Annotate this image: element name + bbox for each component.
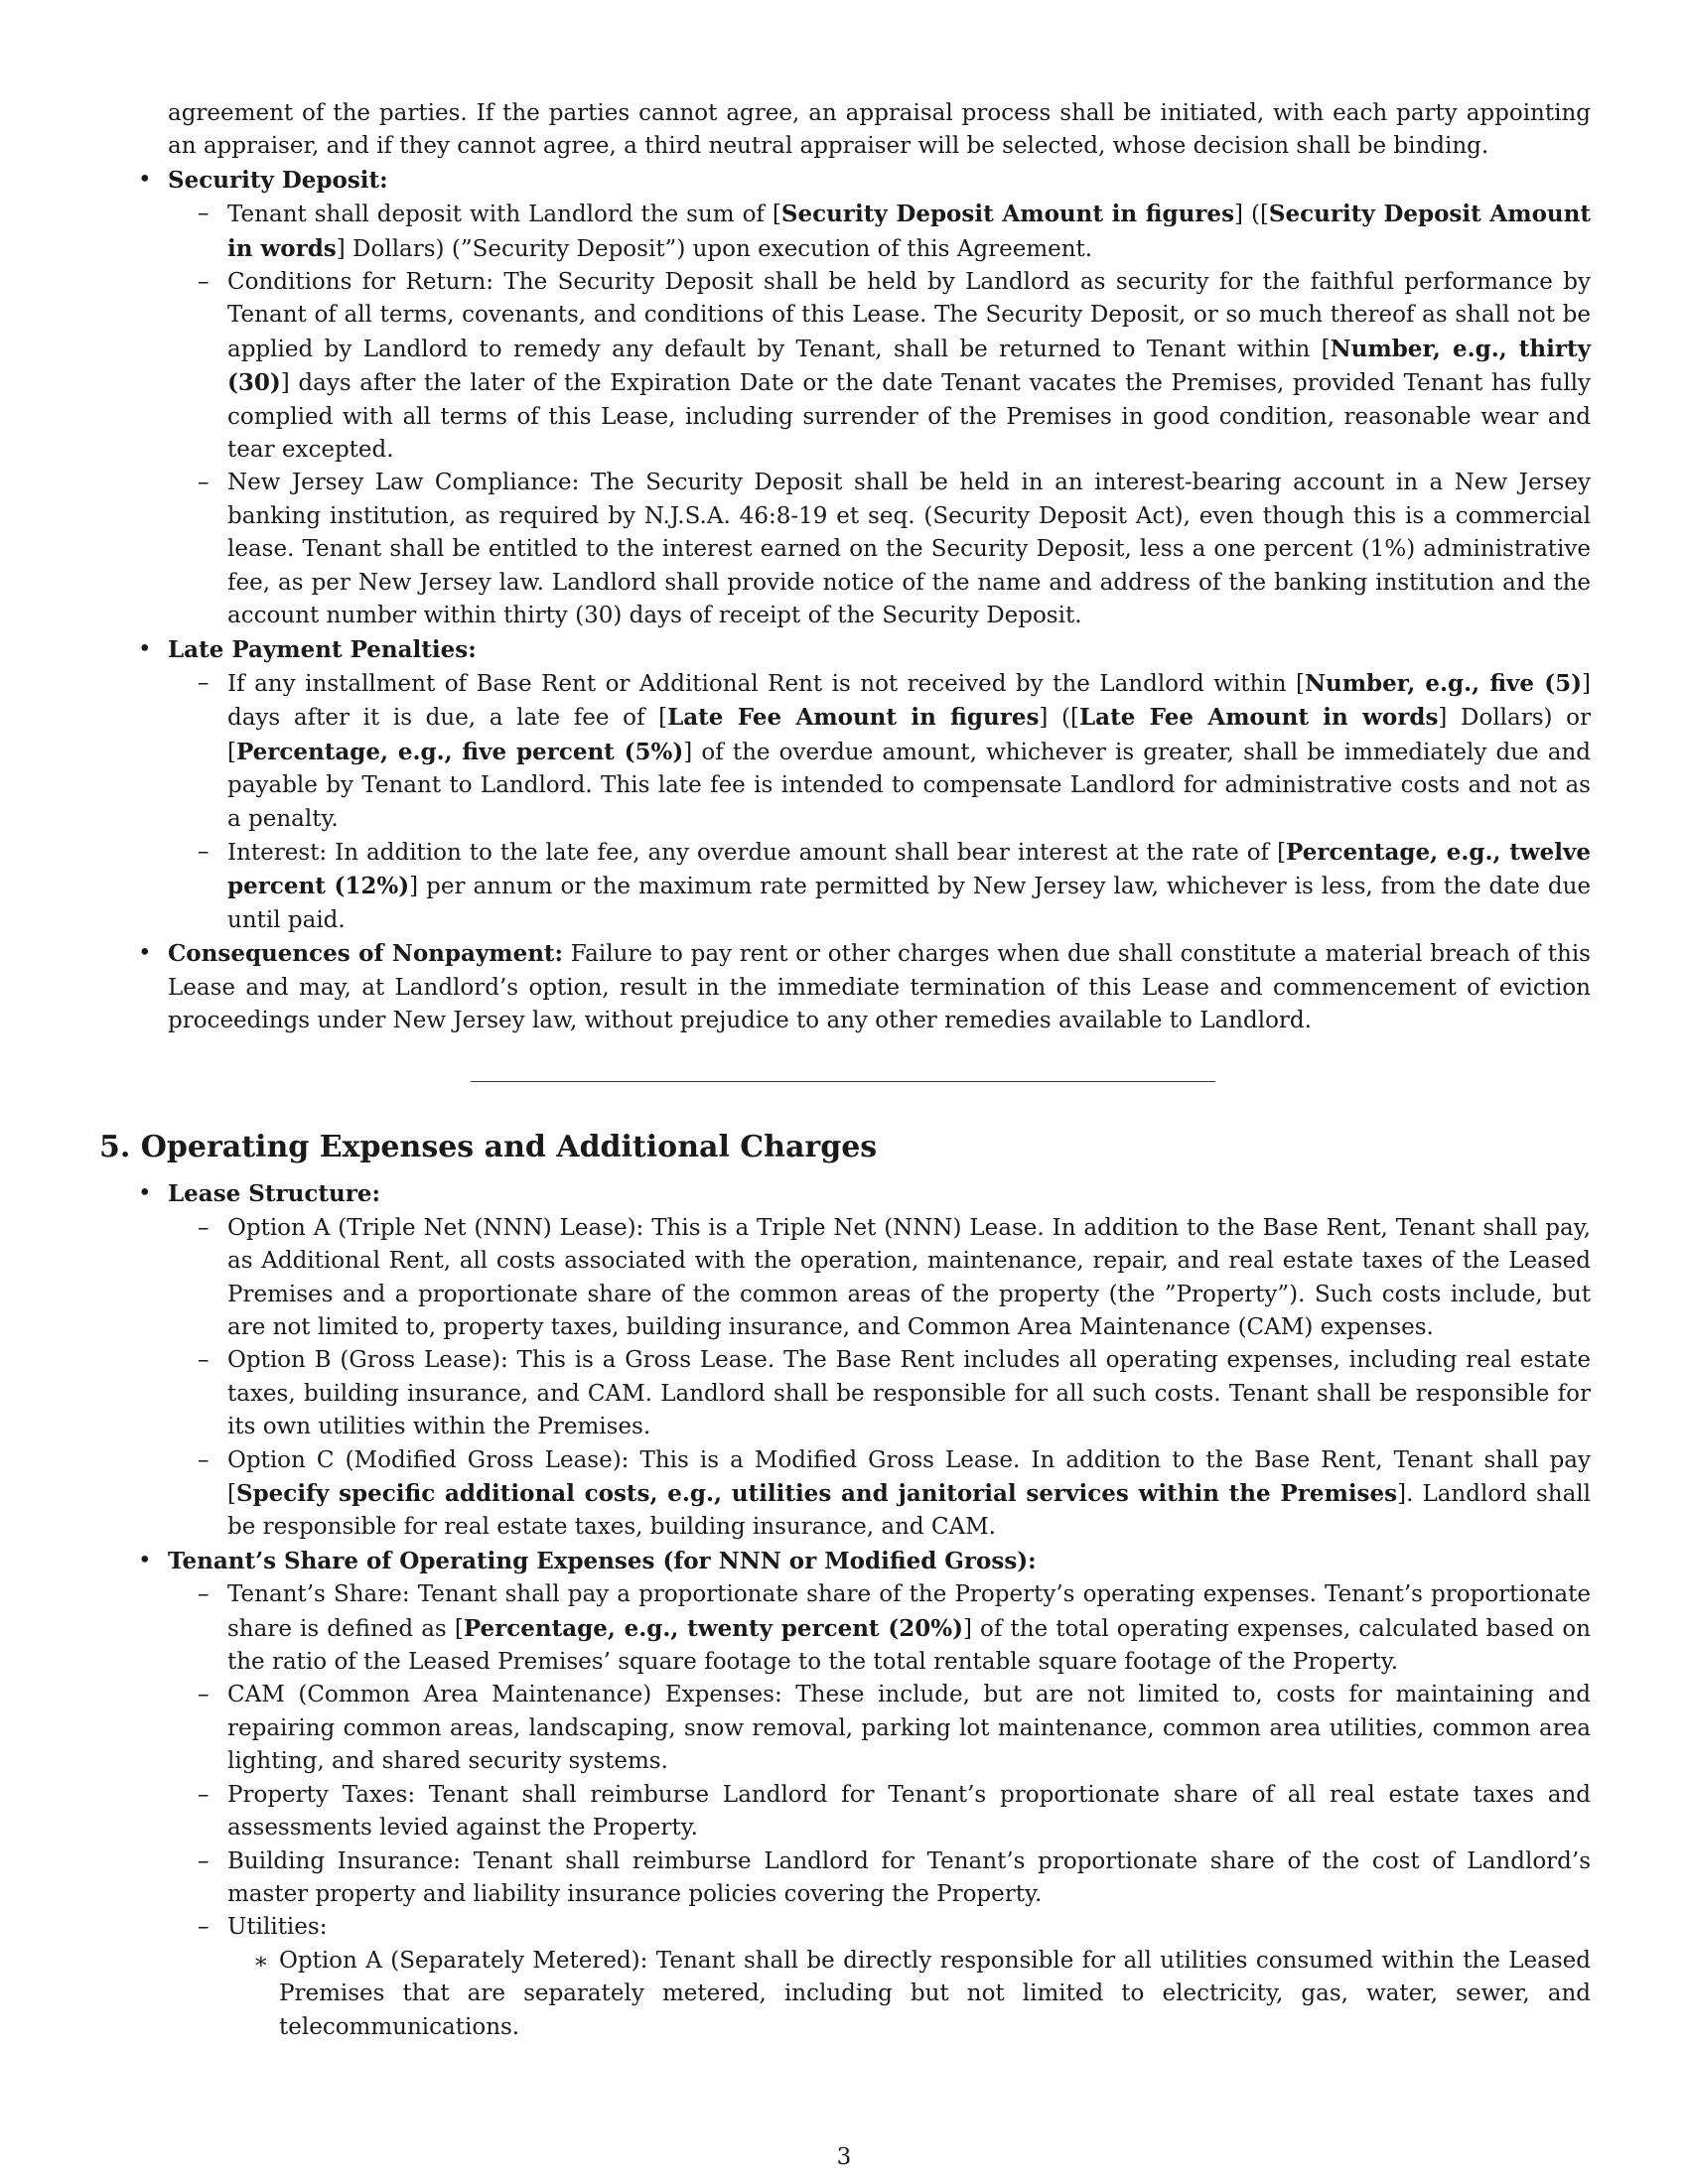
text-run: ] days after it is due, a late fee of [ bbox=[227, 670, 1591, 732]
placeholder-field: Number, e.g., five (5) bbox=[1304, 669, 1583, 697]
text-run: Conditions for Return: The Security Deposit shall be held by Landlord as security for the faithful performance by Tenant of all terms, covenants, and conditions of this Lease. The Security Deposit, or so much thereof as shall not be applied by Landlord to remedy any default by Tenant, shall be returned to Tenant within [ bbox=[227, 269, 1591, 362]
text-run: ] days after the later of the Expiration Date or the date Tenant vacates the Premises, provided Tenant has fully complied with all terms of this Lease, including surrender of the Premises in good condition, reasonable wear and tear excepted. bbox=[227, 370, 1591, 464]
list-item bbox=[168, 1444, 1591, 1545]
text-run: Option B (Gross Lease): This is a Gross Lease. The Base Rent includes all operating expenses, including real estate taxes, building insurance, and CAM. Landlord shall be responsible for all such costs. Tenant shall be responsible for its own utilities within the Premises. bbox=[227, 1347, 1591, 1440]
bullet-marker: • bbox=[138, 940, 152, 967]
text-run: Option C (Modified Gross Lease): This is a Modified Gross Lease. In addition to the Base Rent, Tenant shall pay [ bbox=[227, 1446, 1591, 1508]
text-run: Tenant shall deposit with Landlord the sum of [ bbox=[227, 202, 781, 228]
text-run: If any installment of Base Rent or Additional Rent is not received by the Landlord within [ bbox=[227, 670, 1305, 697]
dash-marker: – bbox=[198, 838, 210, 865]
bullet-marker: • bbox=[138, 166, 152, 193]
text-run: Property Taxes: Tenant shall reimburse Landlord for Tenant’s proportionate share of all real estate taxes and assessments levied against the Property. bbox=[227, 1781, 1591, 1842]
lease-structure-sublist bbox=[168, 1212, 1591, 1545]
placeholder-field: Late Fee Amount in figures bbox=[667, 704, 1040, 732]
list-item bbox=[168, 1212, 1591, 1345]
placeholder-field: Security Deposit Amount in words bbox=[227, 201, 1591, 262]
list-item bbox=[168, 1679, 1591, 1778]
text-run: Option A (Triple Net (NNN) Lease): This is a Triple Net (NNN) Lease. In addition to the Base Rent, Tenant shall pay, as Additional Rent, all costs associated with the operation, maintenance, repair, and real estate taxes of the Leased Premises and a proportionate share of the common areas of the property (the ”Property”). Such costs include, but are not limited to, property taxes, building insurance, and Common Area Maintenance (CAM) expenses. bbox=[227, 1214, 1591, 1340]
dash-marker: – bbox=[198, 1847, 210, 1874]
dash-marker: – bbox=[198, 1914, 210, 1941]
text-run: Option A (Separately Metered): Tenant shall be directly responsible for all utilities consumed within the Leased Premises that are separately metered, including but not limited to electricity, gas, water, sewer, and telecommunications. bbox=[279, 1947, 1591, 2040]
placeholder-field: Specify specific additional costs, e.g., utilities and janitorial services within the Premises bbox=[235, 1480, 1398, 1508]
dash-marker: – bbox=[198, 269, 210, 296]
list-item bbox=[168, 467, 1591, 632]
placeholder-field: Security Deposit Amount in figures bbox=[780, 201, 1235, 228]
dash-marker: – bbox=[198, 1581, 210, 1608]
list-item bbox=[168, 1845, 1591, 1912]
dash-marker: – bbox=[198, 1682, 210, 1708]
text-run: ] Dollars) (”Security Deposit”) upon execution of this Agreement. bbox=[336, 235, 1093, 262]
text-run: ] per annum or the maximum rate permitted by New Jersey law, whichever is less, from the date due until paid. bbox=[227, 874, 1592, 933]
nonpayment-text: Failure to pay rent or other charges when due shall constitute a material breach of this Lease and may, at Landlord’s option, result in the immediate termination of this Lease and commencement of eviction proceedings under New Jersey law, without prejudice to any other remedies available to Landlord. bbox=[168, 941, 1591, 1033]
text-run: ] Dollars) or [ bbox=[227, 705, 1592, 765]
tenants-share-item bbox=[99, 1545, 1591, 2044]
star-marker: ∗ bbox=[253, 1948, 269, 1975]
bullet-marker: • bbox=[138, 1547, 152, 1573]
list-item bbox=[168, 1779, 1591, 1845]
page-content bbox=[99, 97, 1591, 2044]
placeholder-field: Percentage, e.g., twelve percent (12%) bbox=[227, 838, 1591, 900]
text-run: Interest: In addition to the late fee, any overdue amount shall bear interest at the rate of [ bbox=[227, 839, 1287, 866]
text-run: ]. Landlord shall be responsible for real estate taxes, building insurance, and CAM. bbox=[227, 1481, 1592, 1541]
text-run: ] ([ bbox=[1039, 705, 1079, 732]
list-item bbox=[168, 266, 1591, 467]
dash-marker: – bbox=[198, 201, 210, 227]
placeholder-field: Late Fee Amount in words bbox=[1079, 704, 1439, 732]
tenants-share-heading: Tenant’s Share of Operating Expenses (for NNN or Modified Gross): bbox=[168, 1547, 1037, 1574]
continuation-paragraph: agreement of the parties. If the parties cannot agree, an appraisal process shall be initiated, with each party appointing an appraiser, and if they cannot agree, a third neutral appraiser will be selected, whose decision shall be binding. bbox=[168, 100, 1591, 160]
nonpayment-item bbox=[99, 937, 1591, 1037]
list-item bbox=[168, 198, 1591, 266]
text-run: CAM (Common Area Maintenance) Expenses: These include, but are not limited to, costs for maintaining and repairing common areas, landscaping, snow removal, parking lot maintenance, common area utilities, common area lighting, and shared security systems. bbox=[227, 1682, 1591, 1775]
list-item bbox=[168, 1578, 1591, 1679]
text-run: Building Insurance: Tenant shall reimburse Landlord for Tenant’s proportionate share of the cost of Landlord’s master property and liability insurance policies covering the Property. bbox=[227, 1847, 1591, 1907]
security-deposit-item bbox=[99, 164, 1591, 633]
lease-structure-item bbox=[99, 1177, 1591, 1544]
dash-marker: – bbox=[198, 470, 210, 496]
late-payment-heading: Late Payment Penalties: bbox=[168, 635, 477, 663]
list-item bbox=[168, 667, 1591, 836]
bullet-marker: • bbox=[138, 1180, 152, 1207]
utilities-sublist bbox=[227, 1945, 1591, 2044]
list-item bbox=[168, 1344, 1591, 1443]
late-payment-sublist bbox=[168, 667, 1591, 937]
bullet-marker: • bbox=[138, 635, 152, 662]
text-run: ] ([ bbox=[1234, 202, 1269, 228]
text-run: ] of the total operating expenses, calculated based on the ratio of the Leased Premises’ square footage to the total rentable square footage of the Property. bbox=[227, 1615, 1591, 1676]
list-item bbox=[168, 836, 1591, 937]
horizontal-rule bbox=[471, 1081, 1215, 1082]
text-run: New Jersey Law Compliance: The Security Deposit shall be held in an interest-bearing account in a New Jersey banking institution, as required by N.J.S.A. 46:8-19 et seq. (Security Deposit Act), even though this is a commercial lease. Tenant shall be entitled to the interest earned on the Security Deposit, less a one percent (1%) administrative fee, as per New Jersey law. Landlord shall provide notice of the name and address of the banking institution and the account number within thirty (30) days of receipt of the Security Deposit. bbox=[227, 470, 1591, 629]
section-5-title: 5. Operating Expenses and Additional Charges bbox=[99, 1130, 878, 1165]
list-item bbox=[168, 1911, 1591, 2044]
placeholder-field: Percentage, e.g., twenty percent (20%) bbox=[463, 1614, 963, 1642]
placeholder-field: Percentage, e.g., five percent (5%) bbox=[235, 738, 684, 765]
section5-list bbox=[99, 1177, 1591, 2044]
security-deposit-heading: Security Deposit: bbox=[168, 166, 388, 194]
placeholder-field: Number, e.g., thirty (30) bbox=[227, 335, 1591, 397]
lease-structure-heading: Lease Structure: bbox=[168, 1180, 380, 1208]
dash-marker: – bbox=[198, 1446, 210, 1473]
dash-marker: – bbox=[198, 1347, 210, 1374]
page-number: 3 bbox=[836, 2144, 852, 2170]
security-deposit-sublist bbox=[168, 198, 1591, 632]
dash-marker: – bbox=[198, 1214, 210, 1241]
dash-marker: – bbox=[198, 669, 210, 696]
tenants-share-sublist bbox=[168, 1578, 1591, 2044]
text-run: ] of the overdue amount, whichever is greater, shall be immediately due and payable by Tenant to Landlord. This late fee is intended to compensate Landlord for administrative costs and not as a penalty. bbox=[227, 739, 1592, 832]
list-item bbox=[227, 1945, 1591, 2044]
utilities-label: Utilities: bbox=[227, 1914, 328, 1941]
late-payment-item bbox=[99, 633, 1591, 938]
dash-marker: – bbox=[198, 1781, 210, 1808]
nonpayment-heading: Consequences of Nonpayment: bbox=[168, 940, 564, 968]
text-run: Tenant’s Share: Tenant shall pay a proportionate share of the Property’s operating expenses. Tenant’s proportionate share is defined as [ bbox=[227, 1581, 1591, 1642]
section4-list bbox=[99, 164, 1591, 1038]
